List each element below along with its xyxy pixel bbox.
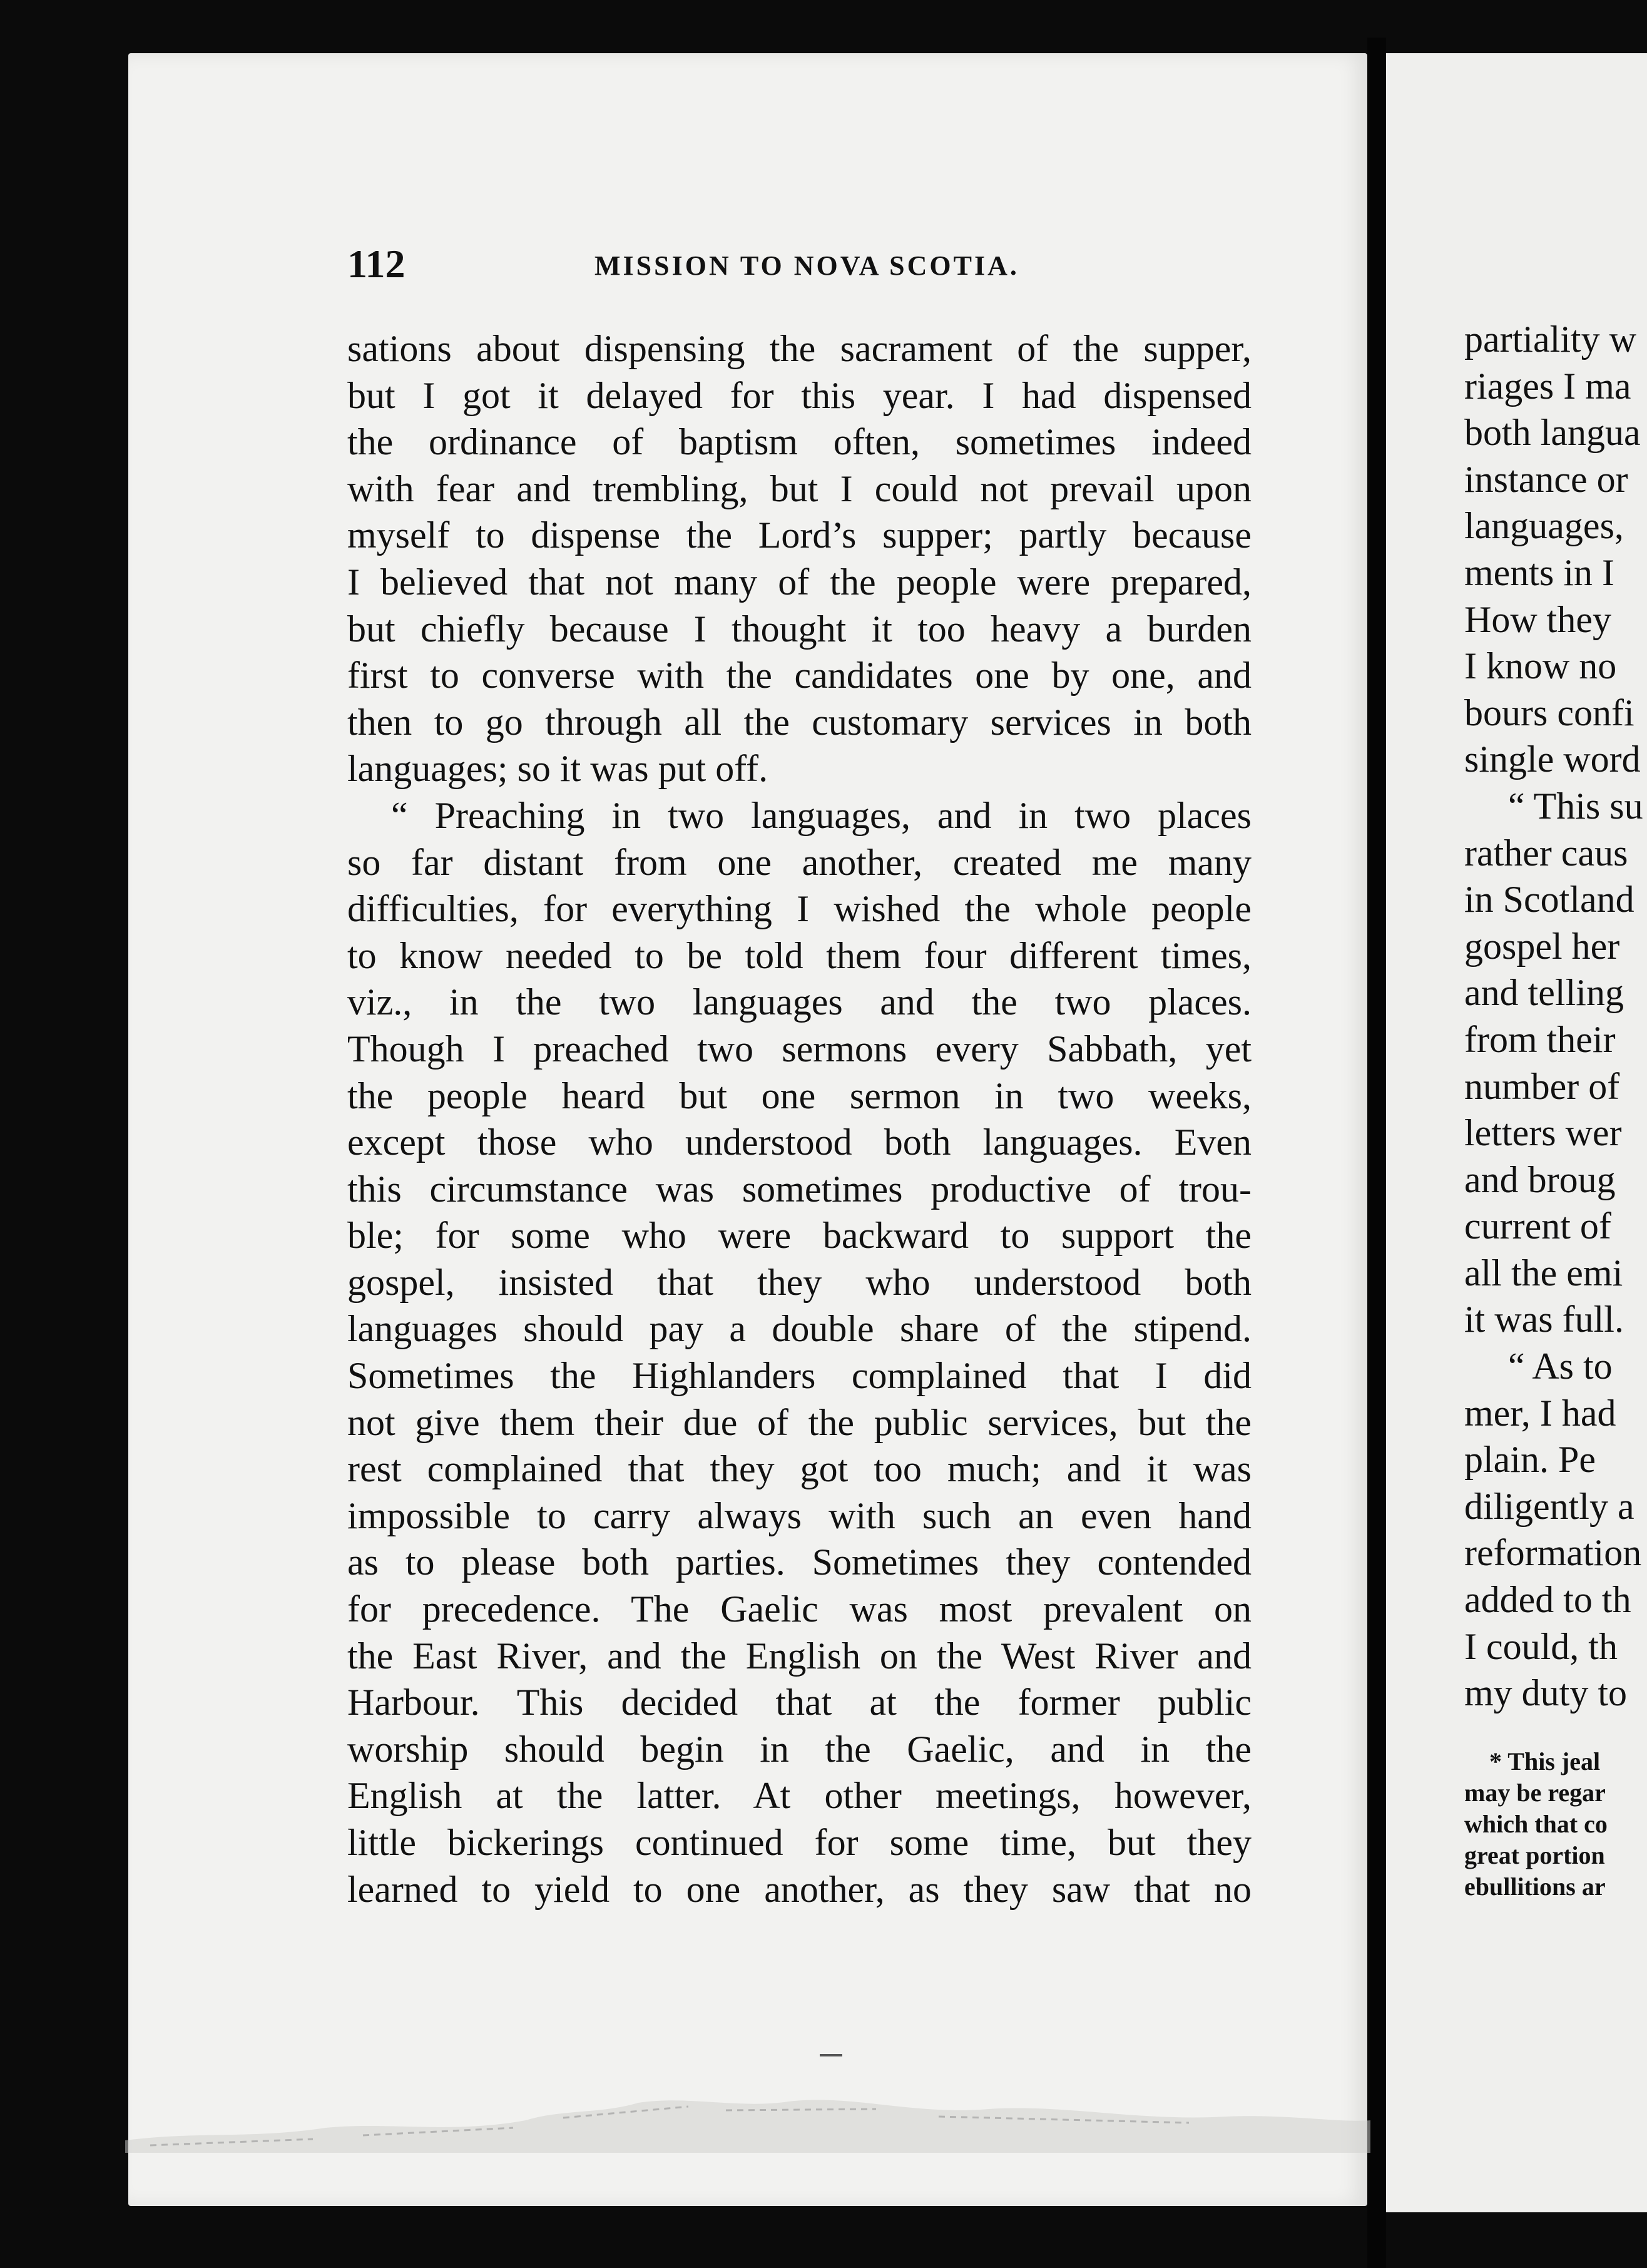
text-line: rather caus	[1464, 832, 1628, 874]
text-line: but I got it delayed for this year. I had dispensed	[347, 374, 1252, 416]
page-header	[347, 241, 1252, 291]
text-line: plain. Pe	[1464, 1439, 1596, 1481]
left-body-text	[347, 325, 1252, 1913]
text-line: single word	[1464, 738, 1641, 780]
text-line: then to go through all the customary services in both	[347, 701, 1252, 743]
right-body-text	[1464, 316, 1647, 1717]
text-line: learned to yield to one another, as they saw that no	[347, 1868, 1252, 1910]
text-line: little bickerings continued for some time, but they	[347, 1822, 1252, 1863]
running-title: MISSION TO NOVA SCOTIA.	[594, 250, 1019, 281]
text-line: instance or	[1464, 458, 1628, 500]
text-line: the ordinance of baptism often, sometimes indeed	[347, 421, 1252, 463]
text-line: this circumstance was sometimes productive of trou-	[347, 1168, 1252, 1210]
footnote-line: great portion	[1464, 1841, 1605, 1869]
text-line: letters wer	[1464, 1112, 1622, 1154]
text-line: I know no	[1464, 645, 1617, 687]
paragraph-start-line: “ As to	[1508, 1346, 1613, 1387]
text-line: to know needed to be told them four different times,	[347, 934, 1252, 976]
text-line: first to converse with the candidates one by one, and	[347, 655, 1252, 697]
text-line: ble; for some who were backward to support the	[347, 1215, 1252, 1257]
text-line: languages,	[1464, 505, 1624, 547]
text-line: How they	[1464, 598, 1611, 640]
text-line: I believed that not many of the people were prepared,	[347, 561, 1252, 603]
text-line: mer, I had	[1464, 1392, 1616, 1434]
text-line: not give them their due of the public services, but the	[347, 1401, 1252, 1443]
text-line: viz., in the two languages and the two places.	[347, 981, 1252, 1023]
text-line: difficulties, for everything I wished the whole people	[347, 888, 1252, 930]
text-line: all the emi	[1464, 1252, 1623, 1294]
text-line: rest complained that they got too much; and it was	[347, 1448, 1252, 1490]
text-line: reformation	[1464, 1532, 1642, 1574]
right-footnote	[1464, 1746, 1647, 1903]
page-edge-stain	[125, 2065, 1370, 2153]
text-line: and broug	[1464, 1158, 1616, 1200]
footnote-line: may be regar	[1464, 1779, 1606, 1807]
text-line: number of	[1464, 1065, 1620, 1107]
text-line: as to please both parties. Sometimes they contended	[347, 1541, 1252, 1583]
text-line: added to th	[1464, 1579, 1631, 1621]
text-line: for precedence. The Gaelic was most prevalent on	[347, 1588, 1252, 1630]
text-line: the people heard but one sermon in two weeks,	[347, 1075, 1252, 1116]
text-line: gospel, insisted that they who understood both	[347, 1261, 1252, 1303]
text-line: gospel her	[1464, 925, 1620, 967]
text-line: from their	[1464, 1018, 1616, 1060]
text-line: impossible to carry always with such an even hand	[347, 1494, 1252, 1536]
text-line: ments in I	[1464, 551, 1614, 593]
text-line: partiality w	[1464, 319, 1636, 360]
page-number: 112	[347, 242, 405, 286]
text-line: in Scotland	[1464, 879, 1634, 921]
text-line: both langua	[1464, 412, 1641, 454]
text-line: Sometimes the Highlanders complained that I did	[347, 1355, 1252, 1397]
text-line: diligently a	[1464, 1485, 1634, 1527]
text-line: languages; so it was put off.	[347, 748, 768, 790]
text-line: languages should pay a double share of the stipend.	[347, 1308, 1252, 1350]
text-line: my duty to	[1464, 1672, 1628, 1714]
text-line: worship should begin in the Gaelic, and in the	[347, 1728, 1252, 1770]
text-line: I could, th	[1464, 1625, 1618, 1667]
text-line: and telling	[1464, 972, 1624, 1014]
text-line: myself to dispense the Lord’s supper; partly because	[347, 514, 1252, 556]
text-line: with fear and trembling, but I could not prevail upon	[347, 467, 1252, 509]
text-line: current of	[1464, 1205, 1611, 1247]
text-line: riages I ma	[1464, 365, 1631, 407]
text-line: bours confi	[1464, 692, 1634, 733]
text-line: Though I preached two sermons every Sabbath, yet	[347, 1028, 1252, 1070]
text-line: the East River, and the English on the West River and	[347, 1635, 1252, 1677]
book-gutter	[1367, 38, 1386, 2268]
text-line: so far distant from one another, created me many	[347, 841, 1252, 883]
paragraph-start-line: “ This su	[1508, 785, 1643, 827]
footnote-line: ebullitions ar	[1464, 1872, 1606, 1901]
paragraph-start-line: “ Preaching in two languages, and in two places	[391, 794, 1252, 836]
footnote-line: which that co	[1464, 1810, 1608, 1838]
text-line: it was full.	[1464, 1299, 1624, 1341]
text-line: sations about dispensing the sacrament of the supper,	[347, 328, 1252, 369]
text-line: English at the latter. At other meetings, however,	[347, 1775, 1252, 1817]
footnote-line: * This jeal	[1489, 1747, 1601, 1775]
printer-mark	[820, 2054, 842, 2056]
text-line: except those who understood both languages. Even	[347, 1121, 1252, 1163]
text-line: Harbour. This decided that at the former public	[347, 1682, 1252, 1724]
text-line: but chiefly because I thought it too heavy a burden	[347, 608, 1252, 650]
